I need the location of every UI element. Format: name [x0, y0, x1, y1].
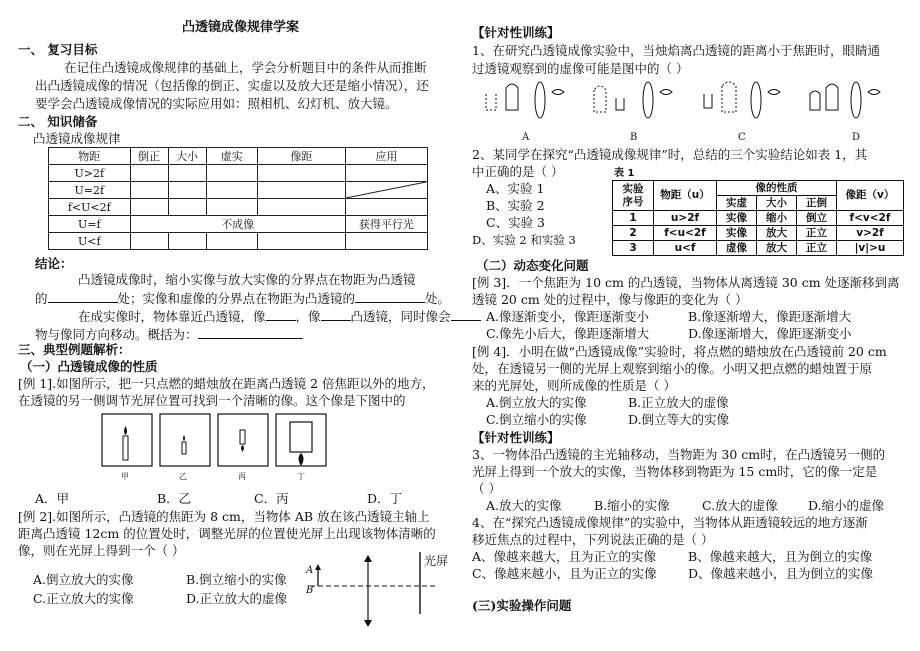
figure-jia [102, 414, 152, 466]
q2-line-2: 中正确的是（ ） [472, 164, 564, 179]
review-line-3: 要学会凸透镜成像情况的实际应用如：照相机、幻灯机、放大镜。 [35, 96, 398, 111]
q4-option-d[interactable]: D、像越来越小，且为倒立的实像 [688, 566, 874, 581]
cell: 放大 [757, 241, 797, 256]
point-b-label: B [306, 585, 314, 596]
no-image-cell: 不成像 [130, 216, 345, 233]
cell: v>2f [837, 226, 904, 241]
knowledge-subtitle: 凸透镜成像规律 [33, 131, 121, 146]
th-real-virtual: 虚实 [206, 148, 257, 165]
q3-option-b[interactable]: B.缩小的实像 [594, 498, 670, 513]
lens-setup-diagram [310, 552, 440, 632]
ex2-option-b[interactable]: B.倒立缩小的实像 [186, 572, 287, 587]
blank-3[interactable] [266, 308, 296, 321]
example-4-line-1: [例 4]．小明在做“凸透镜成像”实验时，将点燃的蜡烛放在凸透镜前 20 cm [472, 344, 887, 359]
blank-4[interactable] [321, 308, 351, 321]
fig-label-ding: 丁 [297, 472, 305, 481]
training-heading-2: 【针对性训练】 [472, 430, 560, 445]
cell: 正立 [797, 241, 837, 256]
example-2-line-3: 像，则在光屏上得到一个（ ） [18, 543, 185, 558]
ex4-option-b[interactable]: B.正立放大的虚像 [628, 395, 729, 410]
table-row [49, 233, 428, 250]
text: 的 [35, 291, 48, 306]
cell: 实像 [717, 226, 757, 241]
table-row [613, 241, 904, 256]
row-label: U<f [49, 233, 131, 250]
th-size: 大小 [168, 148, 206, 165]
q2-option-d[interactable]: D、实验 2 和实验 3 [472, 233, 576, 247]
q3-option-d[interactable]: D.缩小的虚像 [808, 498, 885, 513]
ex1-option-a[interactable]: A．甲 [35, 491, 70, 506]
q2-line-1: 2、某同学在探究“凸透镜成像规律”时，总结的三个实验结论如表 1，其 [472, 147, 868, 162]
review-line-2: 出凸透镜成像的情况（包括像的倒正、实虚以及放大还是缩小情况），还 [35, 78, 429, 93]
conclusion-heading: 结论： [35, 256, 73, 271]
q4-line-1: 4、在“探究凸透镜成像规律”的实验中，当物体从距透镜较远的地方逐渐 [472, 515, 868, 530]
example-1-line-2: 在透镜的另一侧调节光屏位置可找到一个清晰的像。这个像是下图中的 [18, 393, 406, 408]
th-orientation: 倒正 [130, 148, 168, 165]
blank-5[interactable] [451, 308, 481, 321]
virtual-image-options-figure [478, 80, 898, 130]
option-c-figure [704, 82, 780, 118]
th-image-property: 像的性质 [717, 181, 837, 196]
th-size: 大小 [757, 196, 797, 211]
table-header-row [49, 148, 428, 165]
q2-option-a[interactable]: A、实验 1 [486, 181, 545, 196]
page-title: 凸透镜成像规律学案 [182, 20, 300, 35]
q4-option-b[interactable]: B、像越来越大，且为倒立的实像 [688, 549, 873, 564]
screen-label: 光屏 [424, 554, 449, 568]
training-heading-1: 【针对性训练】 [472, 25, 560, 40]
diagonal-cell [345, 182, 427, 199]
ex1-option-d[interactable]: D．丁 [367, 491, 403, 506]
th-application: 应用 [345, 148, 427, 165]
q3-option-c[interactable]: C.放大的虚像 [702, 498, 778, 513]
th-object-distance: 物距 [49, 148, 131, 165]
text: 实验 序号 [622, 182, 644, 208]
cell: 1 [613, 211, 654, 226]
ex2-option-a[interactable]: A.倒立放大的实像 [33, 572, 134, 587]
cell: 缩小 [757, 211, 797, 226]
text: 凸透镜，同时像会 [350, 309, 451, 324]
cell: f<u<2f [654, 226, 717, 241]
q1-label-d[interactable]: D [852, 132, 861, 143]
fig-label-bing: 丙 [238, 472, 246, 481]
subsection-2-heading: （二）动态变化问题 [476, 258, 589, 273]
cell: 正立 [797, 226, 837, 241]
cell: f<v<2f [837, 211, 904, 226]
q1-label-b[interactable]: B [630, 132, 638, 143]
ex1-option-c[interactable]: C．丙 [254, 491, 289, 506]
table-row [613, 211, 904, 226]
table-row [49, 182, 428, 199]
ex3-option-b[interactable]: B.像逐渐增大，像距逐渐增大 [688, 309, 852, 324]
q2-option-c[interactable]: C、实验 3 [486, 215, 545, 230]
ex3-option-d[interactable]: D.像逐渐增大，像距逐渐变小 [688, 326, 852, 341]
table-row [49, 165, 428, 182]
q1-label-c[interactable]: C [738, 132, 746, 143]
fig-label-jia: 甲 [121, 472, 129, 481]
conclusion-line-1: 凸透镜成像时，缩小实像与放大实像的分界点在物距为凸透镜 [78, 272, 416, 287]
conclusion-line-3 [78, 308, 481, 325]
cell: 2 [613, 226, 654, 241]
section-1-heading: 一、 复习目标 [18, 42, 98, 57]
subsection-1-heading: （一）凸透镜成像的性质 [20, 359, 158, 374]
section-3-heading: 三、典型例题解析： [18, 342, 131, 357]
example-4-line-3: 来的光屏处，则所成像的性质是（ ） [472, 378, 676, 393]
q3-option-a[interactable]: A.放大的实像 [486, 498, 562, 513]
text: 处。 [425, 291, 451, 306]
blank-2[interactable] [355, 290, 425, 303]
figure-yi [160, 414, 210, 466]
option-d-figure [810, 82, 880, 118]
blank-6[interactable] [198, 326, 303, 339]
figure-bing [218, 414, 268, 466]
point-a-label: A [306, 565, 314, 576]
th-orientation: 正倒 [797, 196, 837, 211]
q2-option-b[interactable]: B、实验 2 [486, 198, 545, 213]
ex2-option-c[interactable]: C.正立放大的实像 [33, 591, 134, 606]
fig-label-yi: 乙 [179, 472, 187, 481]
review-line-1: 在记住凸透镜成像规律的基础上，学会分析题目中的条件从而推断 [64, 60, 427, 75]
example-4-line-2: 处，在透镜另一侧的光屏上观察到缩小的像。小明又把点燃的蜡烛置于原 [472, 361, 873, 376]
th-u: 物距（u） [654, 181, 717, 211]
text: 物与像同方向移动。概括为： [35, 327, 198, 342]
q1-line-1: 1、在研究凸透镜成像实验中，当烛焰离凸透镜的距离小于焦距时，眼睛通 [472, 43, 880, 58]
figure-ding [276, 414, 326, 466]
q1-label-a[interactable]: A [522, 132, 530, 143]
cell: u>2f [654, 211, 717, 226]
ex4-option-d[interactable]: D.倒立等大的实像 [628, 412, 730, 427]
blank-1[interactable] [48, 290, 118, 303]
cell: u<f [654, 241, 717, 256]
row-label: U=f [49, 216, 131, 233]
option-b-figure [594, 82, 672, 118]
ex3-option-c[interactable]: C.像先小后大，像距逐渐增大 [486, 326, 650, 341]
table-row [613, 226, 904, 241]
cell: |v|>u [837, 241, 904, 256]
table-row [49, 199, 428, 216]
text: ，像 [295, 309, 321, 324]
q3-line-3: （ ） [472, 481, 501, 496]
q4-line-2: 移近焦点的过程中，下列说法正确的是（ ） [472, 532, 714, 547]
subsection-3-heading: (三)实验操作问题 [472, 598, 572, 613]
experiment-results-table [612, 180, 904, 256]
option-a-figure [486, 82, 564, 118]
example-2-line-1: [例 2].如图所示，凸透镜的焦距为 8 cm，当物体 AB 放在该凸透镜主轴上 [18, 509, 430, 524]
candle-images-figure [100, 412, 360, 474]
th-v: 像距（v） [837, 181, 904, 211]
text: 在成实像时，物体靠近凸透镜，像 [78, 309, 266, 324]
ex2-option-d[interactable]: D.正立放大的虚像 [186, 591, 288, 606]
ex4-option-a[interactable]: A.倒立放大的实像 [486, 395, 587, 410]
cell: 3 [613, 241, 654, 256]
q4-option-c[interactable]: C、像越来越小，且为正立的实像 [472, 566, 657, 581]
conclusion-line-2 [35, 290, 450, 307]
text: 处；实像和虚像的分界点在物距为凸透镜的 [117, 291, 356, 306]
ex1-option-b[interactable]: B．乙 [157, 491, 192, 506]
q3-line-1: 3、一物体沿凸透镜的主光轴移动，当物距为 30 cm时，在凸透镜另一侧的 [472, 447, 886, 462]
section-2-heading: 二、 知识储备 [18, 114, 98, 129]
example-1-line-1: [例 1].如图所示，把一只点燃的蜡烛放在距离凸透镜 2 倍焦距以外的地方， [18, 376, 435, 391]
example-3-line-1: [例 3]．一个焦距为 10 cm 的凸透镜，当物体从离透镜 30 cm 处逐渐移到离 [472, 275, 900, 290]
row-label: f<U<2f [49, 199, 131, 216]
example-3-line-2: 透镜 20 cm 处的过程中，像与像距的变化为（ ） [472, 292, 748, 307]
q3-line-2: 光屏上得到一个放大的实像，当物体移到物距为 15 cm时，它的像一定是 [472, 464, 878, 479]
cell: 倒立 [797, 211, 837, 226]
th-exp-no [613, 181, 654, 211]
imaging-rules-table [48, 147, 428, 250]
conclusion-line-4 [35, 326, 303, 343]
cell: 放大 [757, 226, 797, 241]
row-label: U>2f [49, 165, 131, 182]
th-image-distance: 像距 [258, 148, 346, 165]
example-2-line-2: 距离凸透镜 12cm 的位置处时，调整光屏的位置使光屏上出现该物体清晰的 [18, 526, 436, 541]
th-real-virtual: 实虚 [717, 196, 757, 211]
row-label: U=2f [49, 182, 131, 199]
table-row [49, 216, 428, 233]
ex3-option-a[interactable]: A.像逐渐变小，像距逐渐变小 [486, 309, 650, 324]
q4-option-a[interactable]: A、像越来越大，且为正立的实像 [472, 549, 657, 564]
cell: 实像 [717, 211, 757, 226]
ex4-option-c[interactable]: C.倒立缩小的实像 [486, 412, 587, 427]
parallel-light-cell: 获得平行光 [345, 216, 427, 233]
cell: 虚像 [717, 241, 757, 256]
q1-line-2: 过透镜观察到的虚像可能是图中的（ ） [472, 61, 689, 76]
table-1-caption: 表 1 [614, 168, 635, 179]
